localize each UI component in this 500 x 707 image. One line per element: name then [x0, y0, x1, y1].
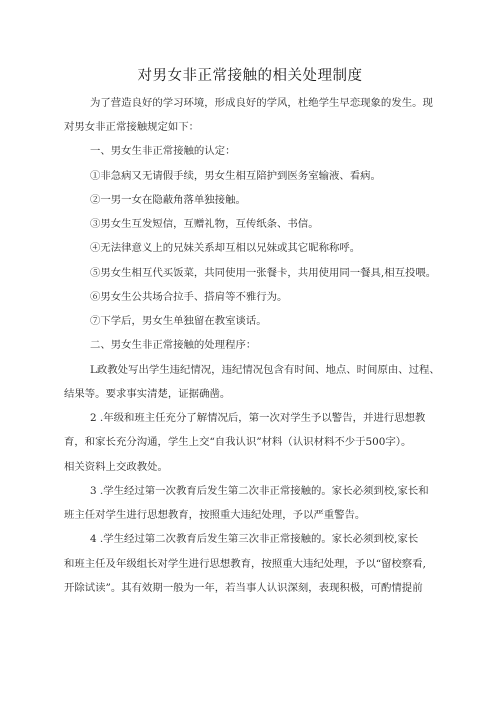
section-heading-procedure: 二、男女生非正常接触的处理程序：: [90, 339, 257, 351]
paragraph-line: 结果等。要求事实清楚，证据确凿。: [64, 388, 231, 400]
list-item: ①非急病又无请假手续，男女生相互陪护到医务室输液、看病。: [90, 170, 381, 182]
paragraph-line: 4 .学生经过第二次教育后发生第三次非正常接触的。家长必须到校,家长: [90, 533, 419, 545]
document-title: 对男女非正常接触的相关处理制度: [137, 68, 363, 84]
list-item: ③男女生互发短信，互赠礼物，互传纸条、书信。: [90, 218, 319, 230]
paragraph-line: 对男女非正常接触规定如下：: [64, 121, 200, 133]
list-item: ⑦下学后，男女生单独留在教室谈话。: [90, 315, 267, 327]
paragraph-line: 开除试读”。其有效期一般为一年，若当事人认识深刻，表现积极，可酌情提前: [64, 582, 423, 594]
list-item: ②一男一女在隐蔽角落单独接触。: [90, 194, 246, 206]
paragraph-line: L政教处写出学生违纪情况，违纪情况包含有时间、地点、时间原由、过程、: [90, 364, 440, 376]
section-heading-recognition: 一、男女生非正常接触的认定：: [90, 145, 236, 157]
paragraph-line: 育，和家长充分沟通，学生上交“自我认识”材料（认识材料不少于500字）。: [64, 436, 412, 448]
paragraph-line: 为了营造良好的学习环境，形成良好的学风，杜绝学生早恋现象的发生。现: [90, 97, 433, 109]
paragraph-line: 班主任对学生进行思想教育，按照重大违纪处理，予以严重警告。: [64, 509, 366, 521]
list-item: ④无法律意义上的兄妹关系却互相以兄妹或其它昵称称呼。: [90, 242, 361, 254]
list-item: ⑥男女生公共场合拉手、搭肩等不雅行为。: [90, 291, 288, 303]
list-item: ⑤男女生相互代买饭菜，共同使用一张餐卡，共用使用同一餐具,相互投喂。: [90, 267, 437, 279]
paragraph-line: 和班主任及年级组长对学生进行思想教育，按照重大违纪处理，予以“留校察看,: [64, 558, 426, 570]
paragraph-line: 3 .学生经过第一次教育后发生第二次非正常接触的。家长必须到校,家长和: [90, 485, 429, 497]
paragraph-line: 2 .年级和班主任充分了解情况后，第一次对学生予以警告，并进行思想教: [90, 412, 426, 424]
paragraph-line: 相关资料上交政教处。: [64, 461, 168, 473]
